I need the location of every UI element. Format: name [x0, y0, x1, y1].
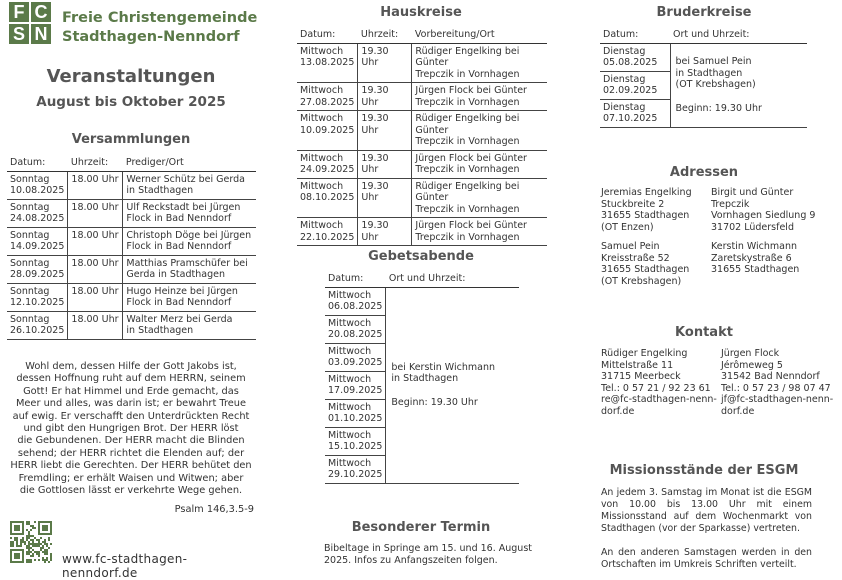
org-name: [62, 9, 257, 47]
contact-line: 31542 Bad Nenndorf: [721, 371, 820, 382]
verse-line: sehend; der HERR richtet die Elenden auf; der: [17, 447, 245, 459]
gebetsabende-table: [325, 271, 519, 484]
date: 07.10.2025: [603, 113, 658, 124]
address-line: Samuel Pein: [601, 241, 660, 252]
host-cell: [123, 199, 256, 227]
verse-line: die Gebundenen. Der HERR macht die Blinden: [17, 435, 245, 447]
weekday: Mittwoch: [328, 429, 372, 441]
weekday: Sonntag: [10, 173, 50, 185]
verse-line: Gott! Er hat Himmel und Erde gemacht, das: [23, 385, 239, 397]
org-name-line2: Stadthagen-Nenndorf: [62, 29, 240, 45]
host-cell: [412, 150, 547, 178]
date-cell: [600, 71, 670, 99]
place-place1: bei Kerstin Wichmann: [391, 361, 495, 373]
host-cell: [123, 283, 256, 311]
date: 05.08.2025: [603, 57, 658, 68]
address-line: Vornhagen Siedlung 9: [711, 210, 816, 221]
address-line: Kreisstraße 52: [601, 252, 670, 264]
col-header-time: Uhrzeit:: [68, 155, 123, 171]
mission-text: [601, 487, 812, 571]
host-line2: Flock in Bad Nenndorf: [126, 241, 232, 252]
host-cell: [412, 83, 547, 111]
bible-verse: [0, 361, 262, 497]
date: 24.08.2025: [10, 213, 65, 224]
host-line1: Jürgen Flock bei Günter: [415, 220, 527, 231]
table-row: [7, 255, 256, 283]
date: 14.09.2025: [10, 241, 65, 252]
verse-line: die Gottlosen lässt er verkehrte Wege gehen.: [19, 485, 243, 497]
date-cell: [7, 311, 68, 339]
logo-letter-f: F: [9, 2, 29, 22]
host-cell: [123, 227, 256, 255]
verse-line: und gibt den Hungrigen Brot. Der HERR löst: [23, 423, 239, 435]
date-cell: [325, 343, 386, 371]
verse-line: Wohl dem, dessen Hilfe der Gott Jakobs ist,: [25, 361, 237, 372]
website-url[interactable]: www.fc-stadthagen-nenndorf.de: [62, 552, 188, 580]
host-line2: Flock in Bad Nenndorf: [126, 297, 232, 308]
weekday: Dienstag: [603, 101, 646, 113]
col-header-date: Datum:: [600, 27, 670, 43]
host-line1: Rüdiger Engelking bei Günter: [415, 45, 520, 68]
table-row: [325, 287, 519, 315]
weekday: Dienstag: [603, 45, 646, 57]
weekday: Mittwoch: [328, 373, 372, 385]
date: 17.09.2025: [328, 385, 383, 396]
termin-title: Besonderer Termin: [351, 520, 491, 535]
host-line1: Ulf Reckstadt bei Jürgen: [126, 201, 241, 213]
logo-letter-s: S: [9, 24, 29, 44]
date-cell: [325, 287, 386, 315]
versammlungen-title: Versammlungen: [71, 132, 191, 147]
date: 06.08.2025: [328, 301, 383, 312]
weekday: Sonntag: [10, 313, 50, 325]
address-line: 31655 Stadthagen: [711, 264, 800, 275]
verse-line: auf ewig. Er verschafft den Unterdrückten Recht: [12, 410, 250, 422]
verse-line: Fremdling; er erhält Waisen und Witwen; aber: [18, 472, 244, 484]
address-line: 31702 Lüdersfeld: [711, 221, 794, 233]
time-cell: 18.00 Uhr: [68, 311, 123, 339]
host-line1: Jürgen Flock bei Günter: [415, 152, 527, 164]
host-line1: Werner Schütz bei Gerda: [126, 173, 245, 185]
bruderkreise-title: Bruderkreise: [656, 5, 752, 20]
date-cell: [325, 427, 386, 455]
date-cell: [7, 255, 68, 283]
date: 27.08.2025: [300, 96, 355, 108]
contact-line: Jürgen Flock: [721, 348, 780, 359]
hauskreise-table: [297, 27, 547, 246]
verse-line: dessen Hoffnung ruht auf dem HERRN, seinem: [16, 373, 246, 385]
date: 24.09.2025: [300, 164, 355, 175]
time-cell: 18.00 Uhr: [68, 227, 123, 255]
host-cell: [412, 43, 547, 83]
date-cell: [297, 178, 358, 218]
contact-line: Tel.: 0 57 23 / 98 07 47: [721, 382, 831, 394]
date: 15.10.2025: [328, 441, 383, 452]
mission-para1: An jedem 3. Samstag im Monat ist die ESGM von 10.00 bis 13.00 Uhr mit einem Missionsstand auf dem Wochenmarkt von Stadthagen (vor der Sparkasse) vertreten.: [601, 487, 812, 534]
versammlungen-table: [7, 155, 256, 340]
events-subtitle: August bis Oktober 2025: [36, 94, 226, 110]
address-line: Kerstin Wichmann: [711, 241, 798, 252]
table-row: [7, 227, 256, 255]
host-line2: Flock in Bad Nenndorf: [126, 213, 232, 224]
weekday: Mittwoch: [328, 317, 372, 329]
table-row: [297, 111, 547, 151]
place-place2: in Stadthagen: [675, 67, 743, 79]
col-header-date: Datum:: [297, 27, 358, 43]
contact-line[interactable]: jf@fc-stadthagen-nenn-: [721, 394, 834, 405]
place-place3: (OT Krebshagen): [675, 79, 756, 90]
place-cell: [386, 287, 519, 483]
host-cell: [412, 111, 547, 151]
address-line: Stuckbreite 2: [601, 198, 665, 210]
contact-line: Mittelstraße 11: [601, 359, 674, 371]
contact-line: 31715 Meerbeck: [601, 371, 681, 382]
weekday: Mittwoch: [300, 152, 344, 164]
date: 28.09.2025: [10, 269, 65, 280]
host-line1: Jürgen Flock bei Günter: [415, 85, 527, 96]
org-name-line1: Freie Christengemeinde: [62, 10, 258, 26]
date-cell: [7, 283, 68, 311]
verse-line: HERR liebt die Gerechten. Der HERR behütet den: [10, 460, 252, 472]
col-header-place: Ort und Uhrzeit:: [386, 271, 519, 287]
adressen-title: Adressen: [669, 165, 739, 180]
date: 26.10.2025: [10, 325, 65, 336]
time-cell: 18.00 Uhr: [68, 283, 123, 311]
logo-letter-c: C: [31, 2, 51, 22]
qr-code: [10, 521, 52, 563]
host-line2: Trepczik in Vornhagen: [415, 203, 520, 215]
time-cell: 19.30 Uhr: [358, 43, 412, 83]
date: 10.09.2025: [300, 124, 355, 136]
weekday: Mittwoch: [328, 345, 372, 357]
weekday: Dienstag: [603, 73, 646, 85]
weekday: Mittwoch: [300, 113, 344, 124]
address-line: Trepczik: [711, 198, 750, 210]
host-line2: Gerda in Stadthagen: [126, 269, 225, 280]
contact-block: [601, 348, 717, 417]
col-header-date: Datum:: [325, 271, 386, 287]
date-cell: [7, 227, 68, 255]
address-line: (OT Enzen): [601, 221, 654, 233]
weekday: Mittwoch: [328, 289, 372, 301]
weekday: Sonntag: [10, 229, 50, 241]
host-cell: [123, 255, 256, 283]
date: 22.10.2025: [300, 231, 355, 243]
date: 08.10.2025: [300, 192, 355, 203]
col-header-date: Datum:: [7, 155, 68, 171]
fcsn-logo: [9, 2, 53, 46]
weekday: Mittwoch: [300, 180, 344, 192]
contact-line: Jérômeweg 5: [721, 359, 783, 371]
host-cell: [412, 178, 547, 218]
termin-text: [324, 543, 532, 567]
weekday: Mittwoch: [328, 457, 372, 469]
host-line1: Rüdiger Engelking bei Günter: [415, 113, 520, 136]
date: 12.10.2025: [10, 297, 65, 308]
col-header-place: Ort und Uhrzeit:: [670, 27, 807, 43]
date-cell: [325, 315, 386, 343]
time-cell: 19.30 Uhr: [358, 218, 412, 246]
time-cell: 19.30 Uhr: [358, 83, 412, 111]
date: 10.08.2025: [10, 185, 65, 196]
kontakt-title: Kontakt: [675, 325, 733, 340]
weekday: Sonntag: [10, 285, 50, 297]
contact-line[interactable]: re@fc-stadthagen-nenn-: [601, 394, 717, 405]
host-cell: [412, 218, 547, 246]
date-cell: [297, 43, 358, 83]
date: 13.08.2025: [300, 57, 355, 68]
mission-para2: An den anderen Samstagen werden in den Ortschaften im Umkreis Schriften verteilt.: [601, 547, 812, 570]
place-place1: bei Samuel Pein: [675, 56, 752, 67]
time-cell: 18.00 Uhr: [68, 199, 123, 227]
date: 29.10.2025: [328, 469, 383, 480]
table-row: [297, 178, 547, 218]
time-cell: 19.30 Uhr: [358, 111, 412, 151]
host-line2: Trepczik in Vornhagen: [415, 96, 520, 108]
date: 02.09.2025: [603, 85, 658, 96]
date: 20.08.2025: [328, 329, 383, 340]
table-row: [297, 43, 547, 83]
host-line1: Walter Merz bei Gerda: [126, 313, 233, 325]
mission-title: Missionsstände der ESGM: [609, 463, 799, 478]
time-cell: 18.00 Uhr: [68, 171, 123, 199]
address-line: Birgit und Günter: [711, 187, 794, 198]
host-line2: Trepczik in Vornhagen: [415, 68, 520, 80]
verse-line: Meer und alles, was darin ist; er bewahrt Treue: [15, 398, 247, 410]
date-cell: [297, 150, 358, 178]
date-cell: [600, 99, 670, 127]
host-line1: Christoph Döge bei Jürgen: [126, 229, 252, 241]
time-cell: 19.30 Uhr: [358, 150, 412, 178]
address-block: [601, 187, 692, 233]
place-cell: [670, 43, 807, 127]
contact-line: Rüdiger Engelking: [601, 348, 688, 359]
date-cell: [297, 83, 358, 111]
date-cell: [297, 111, 358, 151]
place-time: Beginn: 19.30 Uhr: [391, 396, 478, 408]
table-row: [600, 43, 807, 71]
host-line2: Trepczik in Vornhagen: [415, 136, 520, 147]
host-cell: [123, 311, 256, 339]
bruderkreise-table: [600, 27, 807, 128]
hauskreise-title: Hauskreise: [380, 5, 462, 20]
place-place2: in Stadthagen: [391, 373, 459, 385]
col-header-preacher: Prediger/Ort: [123, 155, 256, 171]
address-line: 31655 Stadthagen: [601, 264, 690, 275]
contact-line: Tel.: 0 57 21 / 92 23 61: [601, 382, 711, 394]
contact-line[interactable]: dorf.de: [601, 405, 635, 417]
date-cell: [325, 399, 386, 427]
col-header-host: Vorbereitung/Ort: [412, 27, 547, 43]
termin-line1: Bibeltage in Springe am 15. und 16. August: [324, 543, 533, 554]
contact-block: [721, 348, 833, 417]
date: 03.09.2025: [328, 357, 383, 368]
place-time: Beginn: 19.30 Uhr: [675, 102, 762, 114]
address-line: Jeremias Engelking: [601, 187, 692, 198]
host-line2: Trepczik in Vornhagen: [415, 231, 520, 243]
table-row: [297, 150, 547, 178]
host-line2: in Stadthagen: [126, 185, 194, 196]
host-line2: in Stadthagen: [126, 325, 194, 336]
contact-line[interactable]: dorf.de: [721, 405, 755, 417]
weekday: Mittwoch: [300, 220, 344, 231]
table-row: [297, 218, 547, 246]
termin-line2: 2025. Infos zu Anfangszeiten folgen.: [324, 555, 498, 566]
date-cell: [7, 171, 68, 199]
date-cell: [297, 218, 358, 246]
events-title: Veranstaltungen: [46, 66, 216, 87]
weekday: Mittwoch: [300, 45, 344, 57]
date-cell: [7, 199, 68, 227]
gebetsabende-title: Gebetsabende: [368, 249, 474, 264]
table-row: [297, 83, 547, 111]
date: 01.10.2025: [328, 413, 383, 424]
time-cell: 18.00 Uhr: [68, 255, 123, 283]
weekday: Sonntag: [10, 201, 50, 213]
date-cell: [325, 455, 386, 483]
time-cell: 19.30 Uhr: [358, 178, 412, 218]
date-cell: [325, 371, 386, 399]
address-block: [601, 241, 689, 287]
address-block: [711, 241, 799, 276]
weekday: Mittwoch: [328, 401, 372, 413]
date-cell: [600, 43, 670, 71]
host-line2: Trepczik in Vornhagen: [415, 164, 520, 175]
address-block: [711, 187, 815, 233]
weekday: Mittwoch: [300, 85, 344, 96]
table-row: [7, 199, 256, 227]
host-cell: [123, 171, 256, 199]
verse-reference: Psalm 146,3.5-9: [174, 504, 254, 515]
host-line1: Hugo Heinze bei Jürgen: [126, 285, 238, 297]
table-row: [7, 283, 256, 311]
address-line: Zaretskystraße 6: [711, 252, 792, 264]
host-line1: Rüdiger Engelking bei Günter: [415, 180, 520, 203]
host-line1: Matthias Pramschüfer bei: [126, 257, 248, 269]
weekday: Sonntag: [10, 257, 50, 269]
address-line: (OT Krebshagen): [601, 275, 682, 287]
address-line: 31655 Stadthagen: [601, 210, 690, 221]
table-row: [7, 171, 256, 199]
col-header-time: Uhrzeit:: [358, 27, 412, 43]
logo-letter-n: N: [31, 24, 51, 44]
table-row: [7, 311, 256, 339]
